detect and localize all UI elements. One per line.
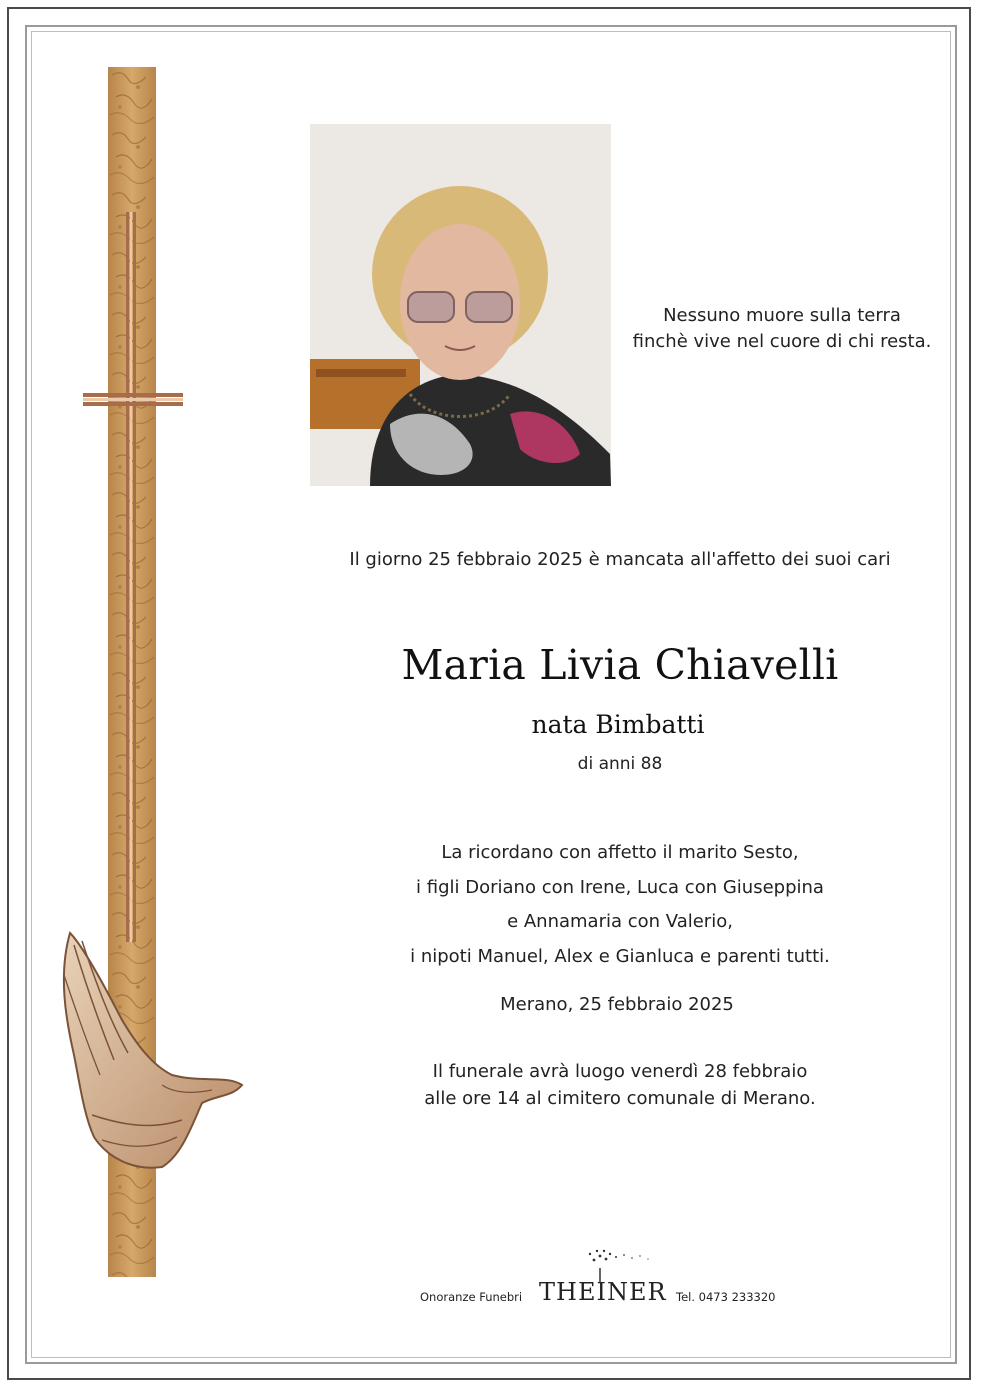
footer-company: THEINER xyxy=(539,1278,667,1306)
memorial-quote xyxy=(612,303,952,355)
funeral-home-footer xyxy=(420,1248,820,1308)
maiden-name: nata Bimbatti xyxy=(531,710,705,739)
mourners-line: e Annamaria con Valerio, xyxy=(507,911,733,932)
tree-logo-icon xyxy=(580,1248,660,1282)
funeral-line: Il funerale avrà luogo venerdì 28 febbraio xyxy=(432,1061,808,1082)
mourners-list xyxy=(360,836,880,974)
deceased-age: di anni 88 xyxy=(577,754,663,774)
portrait-photo xyxy=(310,124,611,486)
cross-bar-icon xyxy=(83,393,183,409)
place-date: Merano, 25 febbraio 2025 xyxy=(500,994,734,1015)
funeral-line: alle ore 14 al cimitero comunale di Merano. xyxy=(424,1088,816,1109)
death-announcement: Il giorno 25 febbraio 2025 è mancata all'affetto dei suoi cari xyxy=(349,549,891,570)
mourners-line: i nipoti Manuel, Alex e Gianluca e parenti tutti. xyxy=(410,945,830,967)
deceased-name: Maria Livia Chiavelli xyxy=(401,641,839,689)
mourners-line: i figli Doriano con Irene, Luca con Giuseppina xyxy=(416,876,824,898)
praying-hands-icon xyxy=(52,925,247,1175)
mourners-line: La ricordano con affetto il marito Sesto, xyxy=(441,842,799,863)
footer-prefix: Onoranze Funebri xyxy=(420,1290,523,1304)
funeral-info xyxy=(370,1058,870,1112)
quote-line: Nessuno muore sulla terra xyxy=(663,305,901,326)
footer-phone: Tel. 0473 233320 xyxy=(676,1290,776,1304)
quote-line: finchè vive nel cuore di chi resta. xyxy=(632,331,932,352)
